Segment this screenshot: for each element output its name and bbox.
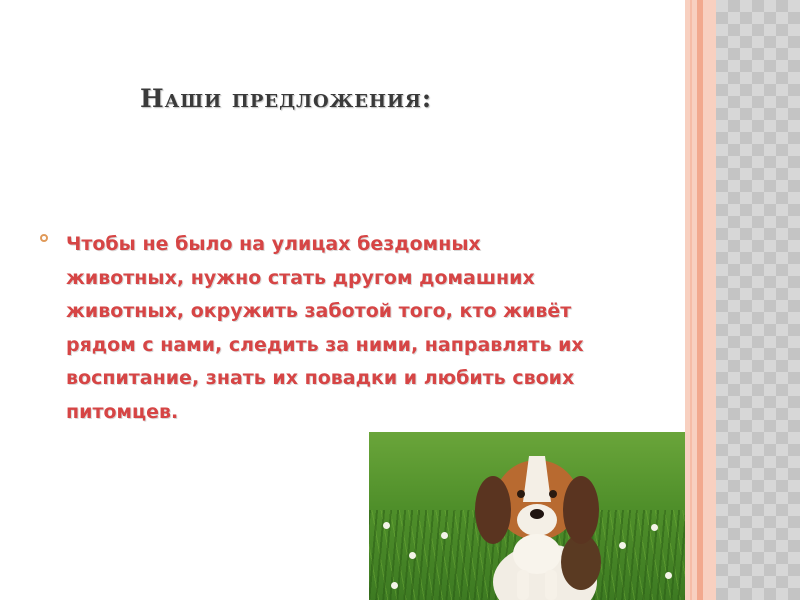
slide-title: Наши предложения: <box>140 84 433 113</box>
puppy-chest <box>513 534 561 574</box>
bullet-text: Чтобы не было на улицах бездомных животных, нужно стать другом домашних животных, окружить заботой того, кто живёт рядом с нами, следить за ними, направлять их воспитание, знать их повадки и любить своих питомцев. <box>66 233 584 423</box>
puppy-nose <box>530 509 544 519</box>
puppy-left-ear <box>475 476 511 544</box>
puppy-muzzle <box>517 504 557 536</box>
bullet-icon <box>40 234 48 242</box>
beagle-puppy-photo <box>369 432 685 600</box>
puppy-illustration <box>369 432 685 600</box>
bullet-item <box>40 228 600 429</box>
puppy-right-ear <box>563 476 599 544</box>
puppy-leg <box>517 570 529 600</box>
decorative-stripe-line <box>690 0 692 600</box>
decorative-checker-pattern <box>716 0 800 600</box>
puppy-eye <box>517 490 525 498</box>
decorative-stripe-accent <box>697 0 703 600</box>
puppy-leg <box>545 570 557 600</box>
puppy-eye <box>549 490 557 498</box>
